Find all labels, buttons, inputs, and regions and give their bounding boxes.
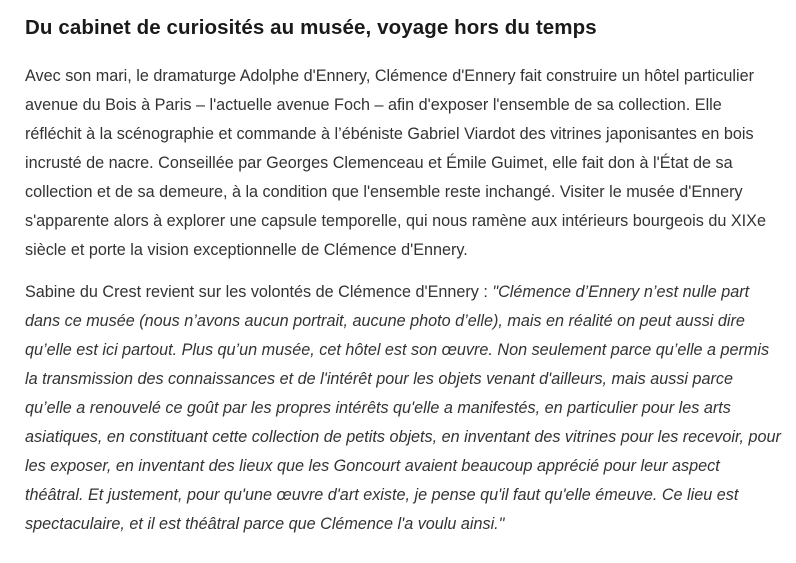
quote-text: "Clémence d’Ennery n’est nulle part dans ce musée (nous n’avons aucun portrait, aucune photo d’elle), mais en réalité on peut aussi dire qu’elle est ici partout. Plus qu’un musée, cet hôtel est son œuvre. Non seulement parce qu’elle a permis la transmission des connaissances et de l'intérêt pour les objets venant d'ailleurs, mais aussi parce qu’elle a renouvelé ce goût par les propres intérêts qu'elle a manifestés, en particulier pour les arts asiatiques, en constituant cette collection de petits objets, en inventant des vitrines pour les recevoir, pour les exposer, en inventant des lieux que les Goncourt avaient beaucoup apprécié pour leur aspect théâtral. Et justement, pour qu'une œuvre d'art existe, je pense qu'il faut qu'elle émeuve. Ce lieu est spectaculaire, et il est théâtral parce que Clémence l'a voulu ainsi." (25, 283, 781, 533)
section-heading: Du cabinet de curiosités au musée, voyage hors du temps (25, 16, 597, 39)
paragraph-quote (25, 278, 782, 539)
quote-intro: Sabine du Crest revient sur les volontés de Clémence d'Ennery : (25, 283, 493, 301)
paragraph-history: Avec son mari, le dramaturge Adolphe d'Ennery, Clémence d'Ennery fait construire un hôtel particulier avenue du Bois à Paris – l'actuelle avenue Foch – afin d'exposer l'ensemble de sa collection. Elle réfléchit à la scénographie et commande à l’ébéniste Gabriel Viardot des vitrines japonisantes en bois incrusté de nacre. Conseillée par Georges Clemenceau et Émile Guimet, elle fait don à l'État de sa collection et de sa demeure, à la condition que l'ensemble reste inchangé. Visiter le musée d'Ennery s'apparente alors à explorer une capsule temporelle, qui nous ramène aux intérieurs bourgeois du XIXe siècle et porte la vision exceptionnelle de Clémence d'Ennery. (25, 67, 766, 259)
